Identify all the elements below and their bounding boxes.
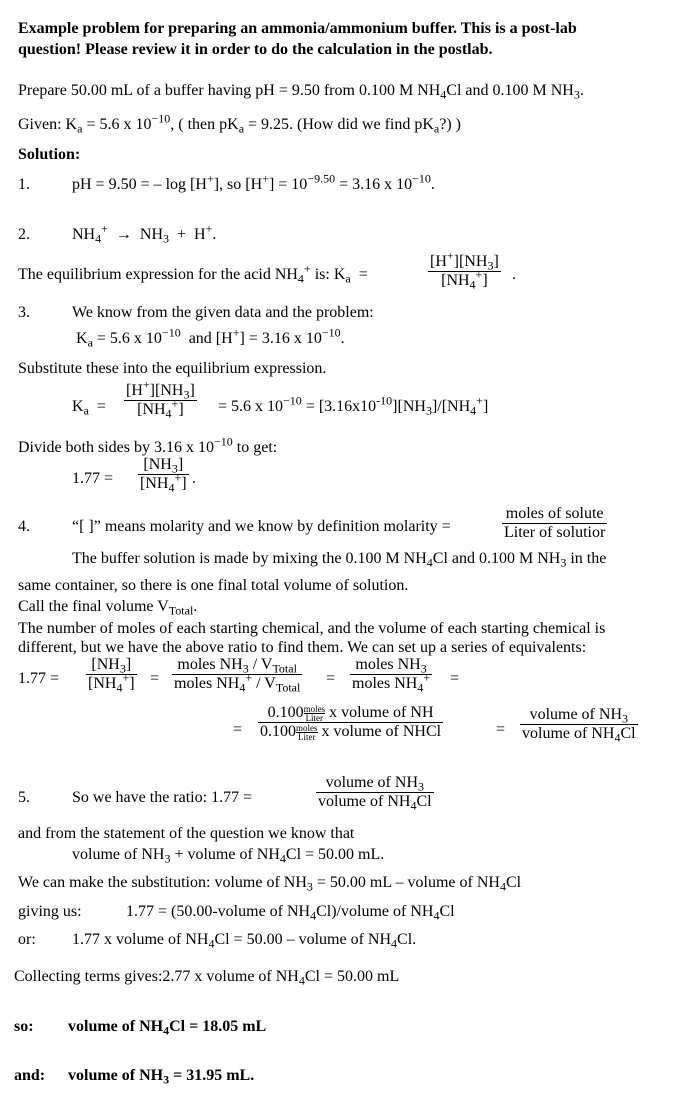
ka-fraction-2: $\frac{[H^+][NH_3]}{[NH_4^+]}$ xyxy=(126,377,195,421)
or-label: or: xyxy=(18,931,36,948)
ratio-fraction: $\frac{[NH_3]}{[NH_4^+]}$ xyxy=(140,456,187,495)
collecting-line: Collecting terms gives:2.77 x volume of $NH_4Cl = 50.00$ mL xyxy=(14,968,400,988)
step-3-number: 3. xyxy=(18,304,30,321)
molarity-fraction: moles of solute Liter of solutior xyxy=(504,505,606,542)
substitute-text: Substitute these into the equilibrium expression. xyxy=(18,360,327,377)
title-line-2: question! Please review it in order to do the calculation in the postlab. xyxy=(18,41,493,58)
step-3-values: $K_a = 5.6$ x $10^{-10}$ and [H+] = 3.16 x $10^{-10}$. xyxy=(76,325,345,350)
prepare-line: Prepare 50.00 mL of a buffer having pH = 9.50 from 0.100 M $NH_4Cl$ and 0.100 M $NH_3$. xyxy=(18,82,584,102)
step-3-text: We know from the given data and the problem: xyxy=(72,304,374,321)
equilibrium-text: The equilibrium expression for the acid $NH_4^+$ is: $K_a$ = xyxy=(18,261,368,286)
step-5-fraction: volume of $NH_3$ volume of $NH_4Cl$ xyxy=(318,774,432,813)
solution-label: Solution: xyxy=(18,146,81,163)
step-2-reaction: $NH_4^+ \to NH_3 + H^+$. xyxy=(72,221,217,246)
giving-label: giving us: xyxy=(18,903,82,920)
equivalents-frac-3: moles $NH_3$ moles $NH_4^+$ xyxy=(352,656,431,695)
call-final-volume: Call the final volume $V_{Total}$. xyxy=(18,598,198,618)
equals: = xyxy=(450,670,460,687)
buffer-line-1: The buffer solution is made by mixing the 0.100 M $NH_4Cl$ and 0.100 M $NH_3$ in the xyxy=(72,550,607,570)
equals: = xyxy=(326,670,336,687)
period: . xyxy=(512,266,516,283)
step-5-number: 5. xyxy=(18,789,30,806)
step-4-text: “[ ]” means molarity and we know by definition molarity = xyxy=(72,518,451,535)
and-label: and: xyxy=(14,1067,46,1084)
divide-text: Divide both sides by 3.16 x $10^{-10}$ to get: xyxy=(18,434,278,456)
equivalents-frac-2: moles $NH_3 / V_{Total}$ moles $NH_4^+ / V_{Total}$ xyxy=(174,656,301,695)
giving-line: 1.77 = (50.00-volume of $NH_4Cl$)/volume of $NH_4Cl$ xyxy=(126,903,455,923)
equivalents-frac-4: 0.100 moles Liter x volume of NH 0.100 moles Liter x volume of NHCl xyxy=(260,703,442,743)
step-1-line: pH = 9.50 = – log [H+], so $[H^+] = 10^{-9.50} = 3.16$ x $10^{-10}$. xyxy=(72,171,435,193)
or-line: 1.77 x volume of $NH_4Cl = 50.00$ – volume of $NH_4Cl$. xyxy=(72,931,417,951)
sum-line: volume of $NH_3$ + volume of $NH_4Cl = 50.00$ mL. xyxy=(72,846,385,866)
step-5-text: So we have the ratio: 1.77 = xyxy=(72,789,253,806)
given-line: Given: $K_a = 5.6$ x $10^{-10}$, ( then $pK_a = 9.25$. (How did we find $pK_a$?) ) xyxy=(18,111,461,136)
ka-label: $K_a$ = xyxy=(72,398,106,418)
title-line-1: Example problem for preparing an ammonia/ammonium buffer. This is a post-lab xyxy=(18,20,577,37)
equivalents-frac-1: $\frac{[NH_3]}{[NH_4^+]}$ xyxy=(88,656,135,695)
ratio-value: 1.77 = xyxy=(72,470,114,487)
equals: = xyxy=(233,721,243,738)
equals: = xyxy=(150,670,160,687)
equivalents-lhs: 1.77 = xyxy=(18,670,60,687)
moles-line-2: different, but we have the above ratio to find them. We can set up a series of equivalents: xyxy=(18,639,587,656)
ka-fraction: $\frac{[H^+][NH_3]}{[NH_4^+]}$ xyxy=(430,248,499,292)
result-nh4cl: volume of $NH_4Cl = 18.05$ mL xyxy=(68,1018,267,1038)
equals: = xyxy=(496,721,506,738)
moles-line-1: The number of moles of each starting chemical, and the volume of each starting chemical is xyxy=(18,620,606,637)
substitution-line: We can make the substitution: volume of $NH_3 = 50.00$ mL – volume of $NH_4Cl$ xyxy=(18,874,522,894)
buffer-line-2: same container, so there is one final total volume of solution. xyxy=(18,577,409,594)
step-2-number: 2. xyxy=(18,226,30,243)
period: . xyxy=(192,470,196,487)
substituted-equation: = 5.6 x $10^{-10} = [3.16x10^{-10}][NH_3]/[NH_4^+]$ xyxy=(218,393,489,418)
step-4-number: 4. xyxy=(18,518,30,535)
statement-text: and from the statement of the question we know that xyxy=(18,825,355,842)
equivalents-frac-5: volume of $NH_3$ volume of $NH_4Cl$ xyxy=(522,706,636,745)
so-label: so: xyxy=(14,1018,34,1035)
result-nh3: volume of $NH_3 = 31.95$ mL. xyxy=(68,1067,255,1087)
step-1-number: 1. xyxy=(18,176,30,193)
